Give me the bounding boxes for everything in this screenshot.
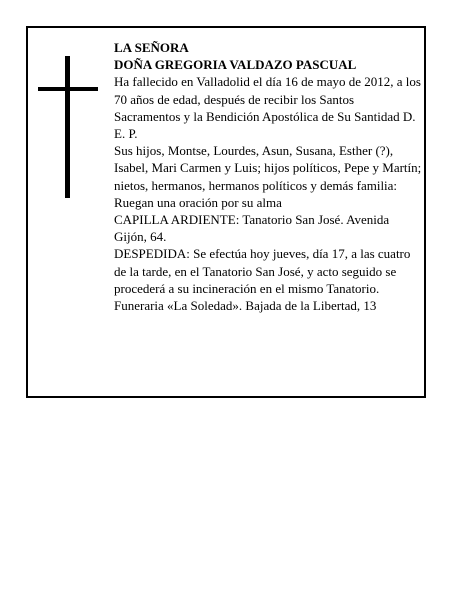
obituary-notice	[26, 26, 426, 398]
prayer-request: Ruegan una oración por su alma	[114, 194, 282, 210]
notice-text	[114, 39, 422, 314]
cross-horizontal-bar	[38, 87, 98, 91]
cross-icon	[38, 56, 98, 198]
cross-vertical-bar	[65, 56, 70, 198]
family-list: Sus hijos, Montse, Lourdes, Asun, Susana, Esther (?), Isabel, Mari Carmen y Luis; hijos políticos, Pepe y Martín; nietos, hermanos, hermanos políticos y demás familia:	[114, 143, 422, 193]
funeral-home-info: Funeraria «La Soledad». Bajada de la Libertad, 13	[114, 298, 377, 314]
notice-title-line-1: LA SEÑORA	[114, 40, 189, 55]
death-announcement: Ha fallecido en Valladolid el día 16 de mayo de 2012, a los 70 años de edad, después de recibir los Santos Sacramentos y la Bendición Apostólica de Su Santidad D. E. P.	[114, 74, 421, 142]
chapel-info: CAPILLA ARDIENTE: Tanatorio San José. Avenida Gijón, 64.	[114, 212, 390, 245]
farewell-info: DESPEDIDA: Se efectúa hoy jueves, día 17, a las cuatro de la tarde, en el Tanatorio San José, y acto seguido se procederá a su incineración en el mismo Tanatorio.	[114, 246, 411, 296]
deceased-name: DOÑA GREGORIA VALDAZO PASCUAL	[114, 57, 357, 73]
